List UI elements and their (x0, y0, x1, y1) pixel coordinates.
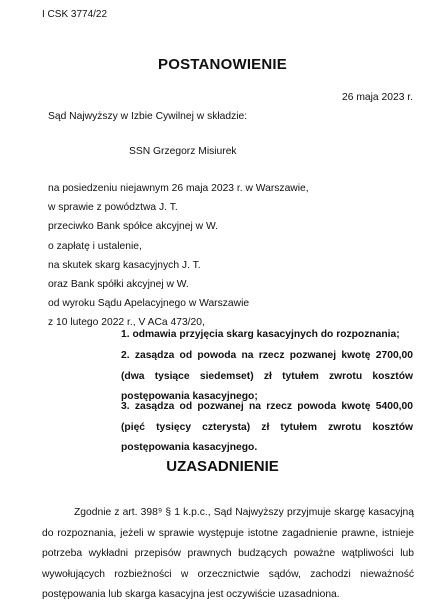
reasons-title: UZASADNIENIE (166, 458, 279, 475)
proceedings-line: przeciwko Bank spółce akcyjnej w W. (48, 221, 218, 232)
decision-item: 3. zasądza od pozwanej na rzecz powoda kwotę 5400,00 (pięć tysięcy czterysta) zł tytułem zwrotu kosztów postępowania kasacyjnego. (121, 401, 413, 453)
document-title: POSTANOWIENIE (158, 56, 287, 73)
judge-name: SSN Grzegorz Misiurek (129, 146, 237, 157)
proceedings-line: na skutek skarg kasacyjnych J. T. (48, 260, 201, 271)
reasons-paragraph: Zgodnie z art. 398⁹ § 1 k.p.c., Sąd Najwyższy przyjmuje skargę kasacyjną do rozpoznania, jeżeli w sprawie występuje istotne zagadnienie prawne, istnieje potrzeba wykładni przepisów prawnych budzących poważne wątpliwości lub wywołujących rozbieżności w orzecznictwie sądów, zachodzi nieważność postępowania lub skarga kasacyjna jest oczywiście uzasadniona. (42, 507, 414, 600)
proceedings-line: oraz Bank spółki akcyjnej w W. (48, 279, 189, 290)
document-date: 26 maja 2023 r. (342, 92, 413, 103)
proceedings-line: na posiedzeniu niejawnym 26 maja 2023 r. w Warszawie, (48, 183, 309, 194)
proceedings-line: od wyroku Sądu Apelacyjnego w Warszawie (48, 298, 250, 309)
proceedings-line: w sprawie z powództwa J. T. (48, 202, 178, 213)
case-signature: I CSK 3774/22 (42, 9, 108, 20)
proceedings-line: o zapłatę i ustalenie, (48, 241, 142, 252)
decision-item: 2. zasądza od powoda na rzecz pozwanej kwotę 2700,00 (dwa tysiące siedemset) zł tytułem zwrotu kosztów postępowania kasacyjnego; (121, 350, 413, 402)
proceedings-line: z 10 lutego 2022 r., V ACa 473/20, (48, 317, 205, 328)
decision-item: 1. odmawia przyjęcia skarg kasacyjnych do rozpoznania; (121, 329, 400, 340)
court-composition: Sąd Najwyższy w Izbie Cywilnej w składzie: (48, 111, 248, 122)
